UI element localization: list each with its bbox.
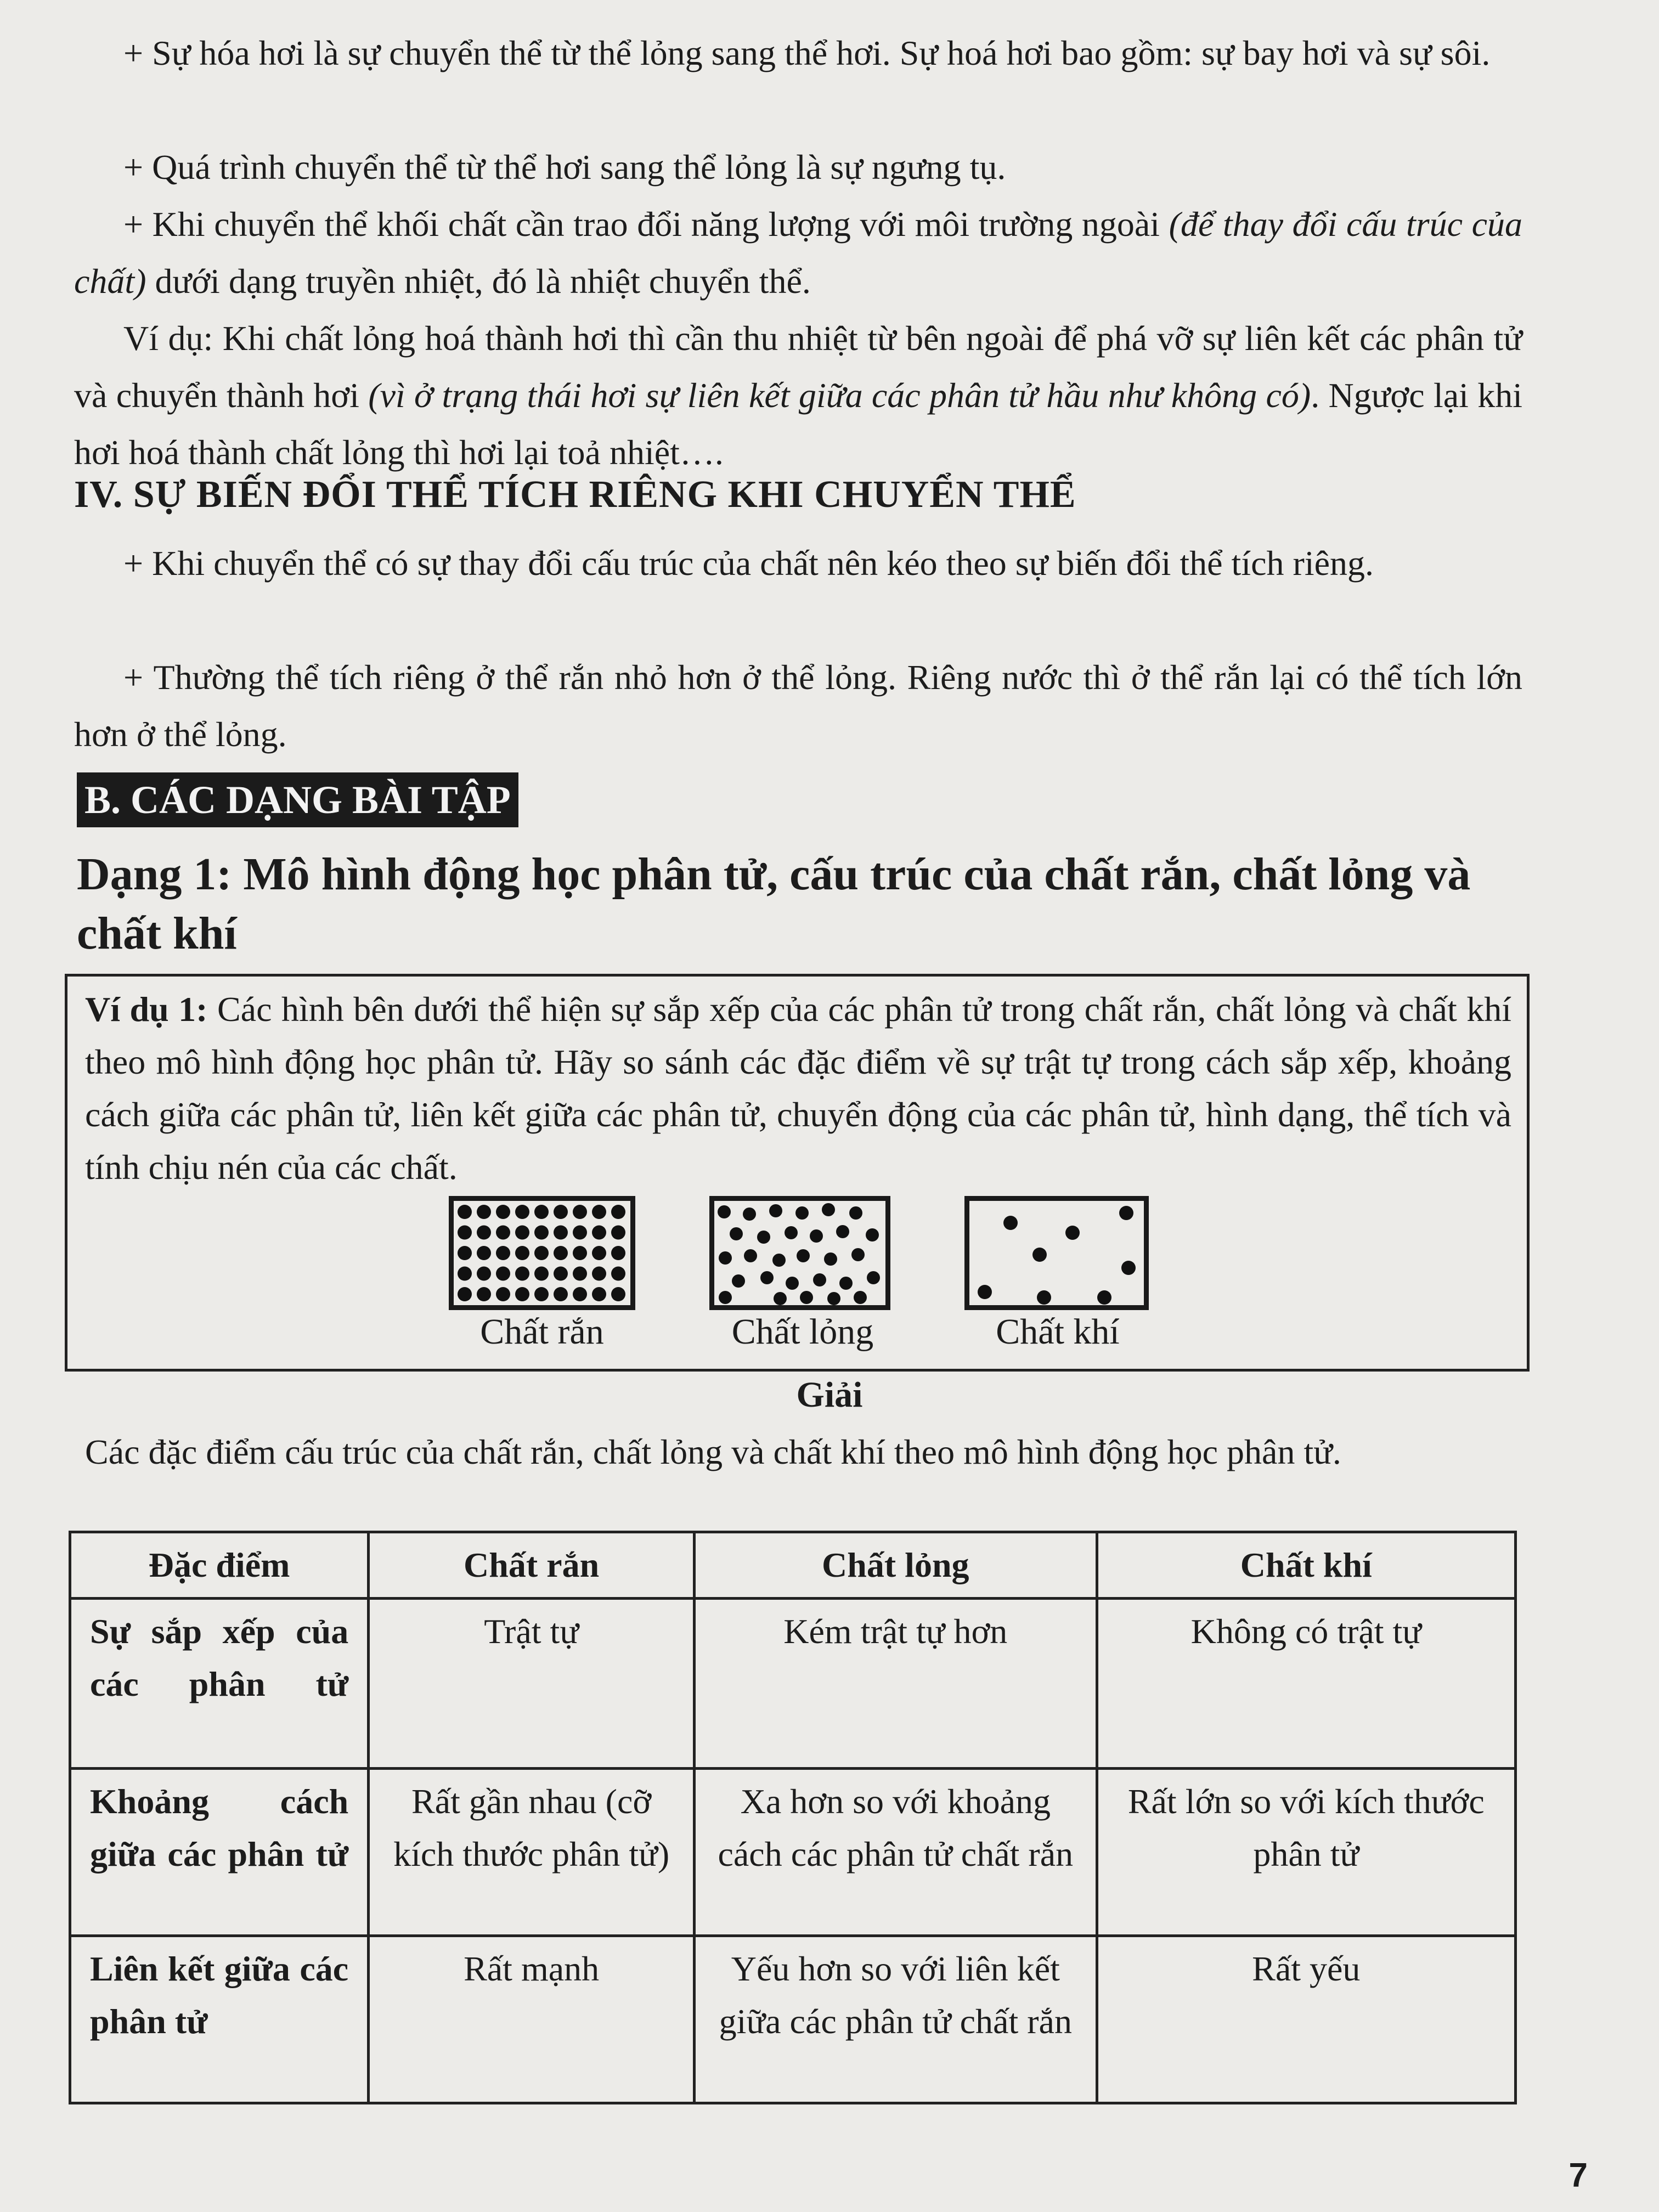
caption-liquid: Chất lỏng [731, 1312, 874, 1352]
table-header-row [70, 1532, 1516, 1599]
caption-solid: Chất rắn [480, 1312, 604, 1352]
para-condensation: + Quá trình chuyển thể từ thể hơi sang thể lỏng là sự ngưng tụ. [123, 148, 1006, 187]
header-gas: Chất khí [1097, 1532, 1515, 1599]
cell-gas: Rất yếu [1097, 1936, 1515, 2103]
para-water-exception: + Thường thể tích riêng ở thể rắn nhỏ hơn ở thể lỏng. Riêng nước thì ở thể rắn lại có thể tích lớn hơn ở thể lỏng. [74, 658, 1522, 754]
gas-particles [969, 1201, 1144, 1305]
header-liquid: Chất lỏng [695, 1532, 1097, 1599]
type-1-heading: Dạng 1: Mô hình động học phân tử, cấu trúc của chất rắn, chất lỏng và chất khí [77, 849, 1471, 959]
cell-liquid: Yếu hơn so với liên kết giữa các phân tử chất rắn [695, 1936, 1097, 2103]
table-row [70, 1599, 1516, 1769]
solid-particles [454, 1201, 630, 1305]
para-volume-change: + Khi chuyển thể có sự thay đổi cấu trúc của chất nên kéo theo sự biến đổi thể tích riêng. [123, 544, 1374, 583]
row-label: Sự sắp xếp của các phân tử [70, 1599, 369, 1769]
cell-liquid: Xa hơn so với khoảng cách các phân tử chất rắn [695, 1769, 1097, 1936]
cell-solid: Trật tự [369, 1599, 695, 1769]
para-vaporization: + Sự hóa hơi là sự chuyển thể từ thể lỏng sang thể hơi. Sự hoá hơi bao gồm: sự bay hơi và sự sôi. [123, 33, 1491, 72]
example-text: Ví dụ 1: Các hình bên dưới thể hiện sự sắp xếp của các phân tử trong chất rắn, chất lỏng và chất khí theo mô hình động học phân tử. Hãy so sánh các đặc điểm về sự trật tự trong cách sắp xếp, khoảng cách giữa các phân tử, liên kết giữa các phân tử, chuyển động của các phân tử, hình dạng, thể tích và tính chịu nén của các chất. [85, 990, 1512, 1187]
cell-liquid: Kém trật tự hơn [695, 1599, 1097, 1769]
liquid-diagram [709, 1196, 890, 1310]
header-characteristic: Đặc điểm [70, 1532, 369, 1599]
caption-gas: Chất khí [996, 1312, 1120, 1352]
solid-diagram [449, 1196, 635, 1310]
para-energy-exchange: + Khi chuyển thể khối chất cần trao đổi năng lượng với môi trường ngoài (để thay đổi cấu trúc của chất) dưới dạng truyền nhiệt, đó là nhiệt chuyển thể. [74, 205, 1523, 301]
cell-gas: Rất lớn so với kích thước phân tử [1097, 1769, 1515, 1936]
example-box [65, 974, 1530, 1372]
header-solid: Chất rắn [369, 1532, 695, 1599]
table-row [70, 1936, 1516, 2103]
table-row [70, 1769, 1516, 1936]
comparison-table [69, 1531, 1517, 2104]
section-iv-heading: IV. SỰ BIẾN ĐỔI THỂ TÍCH RIÊNG KHI CHUYỂN THỂ [74, 473, 1076, 516]
cell-solid: Rất gần nhau (cỡ kích thước phân tử) [369, 1769, 695, 1936]
solution-heading: Giải [796, 1375, 863, 1415]
row-label: Khoảng cách giữa các phân tử [70, 1769, 369, 1936]
row-label: Liên kết giữa các phân tử [70, 1936, 369, 2103]
liquid-particles [714, 1201, 885, 1305]
section-b-heading: B. CÁC DẠNG BÀI TẬP [77, 772, 518, 827]
cell-gas: Không có trật tự [1097, 1599, 1515, 1769]
solution-intro: Các đặc điểm cấu trúc của chất rắn, chất lỏng và chất khí theo mô hình động học phân tử. [85, 1432, 1341, 1471]
gas-diagram [964, 1196, 1149, 1310]
para-example: Ví dụ: Khi chất lỏng hoá thành hơi thì cần thu nhiệt từ bên ngoài để phá vỡ sự liên kết các phân tử và chuyển thành hơi (vì ở trạng thái hơi sự liên kết giữa các phân tử hầu như không có). Ngược lại khi hơi hoá thành chất lỏng thì hơi lại toả nhiệt…. [74, 319, 1523, 472]
page-number: 7 [1568, 2157, 1588, 2194]
cell-solid: Rất mạnh [369, 1936, 695, 2103]
